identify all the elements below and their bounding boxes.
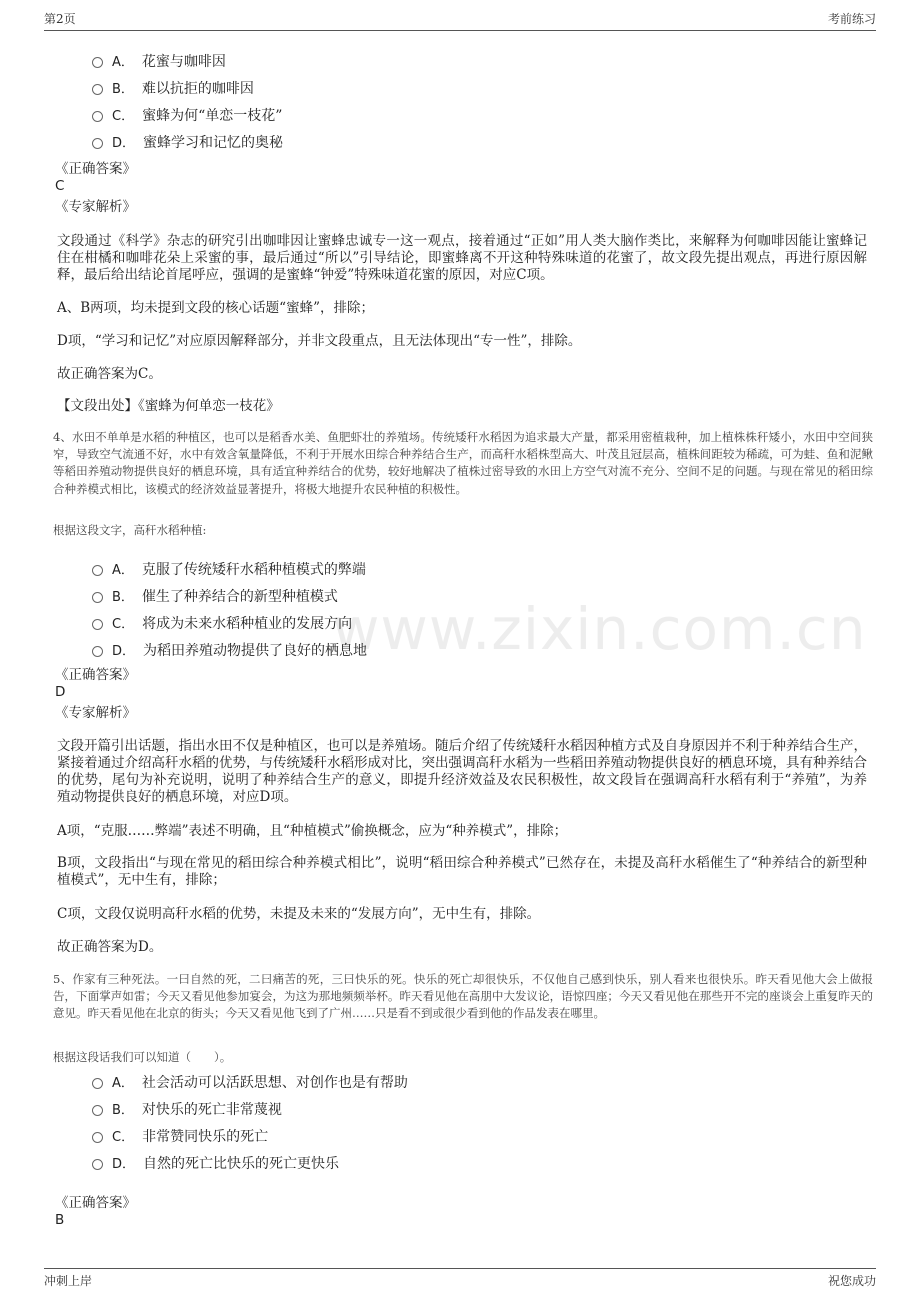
q5-stem: 根据这段话我们可以知道（ ）。 — [53, 1050, 232, 1064]
radio-icon[interactable] — [92, 592, 103, 603]
option-text: 催生了种养结合的新型种植模式 — [141, 588, 338, 605]
q3-options — [92, 47, 283, 155]
q4-analysis-paragraph: 故正确答案为D。 — [57, 939, 163, 955]
option-letter: B． — [112, 590, 134, 605]
q3-option-d[interactable] — [92, 128, 283, 155]
q4-answer-heading: 《正确答案》 — [55, 667, 136, 683]
q4-option-a[interactable] — [92, 555, 367, 582]
q4-analysis-paragraph: C项，文段仅说明高秆水稻的优势，未提及未来的“发展方向”，无中生有，排除。 — [57, 906, 541, 922]
q3-answer-heading: 《正确答案》 — [55, 161, 136, 177]
q5-option-a[interactable] — [92, 1068, 408, 1095]
q4-analysis-paragraph: 文段开篇引出话题，指出水田不仅是种植区，也可以是养殖场。随后介绍了传统矮秆水稻因种植方式及自身原因并不利于种养结合生产，紧接着通过介绍高秆水稻的优势，与传统矮秆水稻形成对比，突出强调高秆水稻为一些稻田养殖动物提供良好的栖息环境，具有种养结合的优势，尾句为补充说明，说明了种养结合生产的意义，即提升经济效益及农民积极性，故文段旨在强调高秆水稻有利于“养殖”，为养殖动物提供良好的栖息环境，对应D项。 — [57, 738, 867, 805]
q5-option-c[interactable] — [92, 1122, 408, 1149]
option-letter: C． — [112, 617, 135, 632]
q3-analysis-paragraph: 文段通过《科学》杂志的研究引出咖啡因让蜜蜂忠诚专一这一观点，接着通过“正如”用人类大脑作类比，来解释为何咖啡因能让蜜蜂记住在柑橘和咖啡花朵上采蜜的事，最后通过“所以”引导结论，即蜜蜂离不开这种特殊味道的花蜜了，故文段先提出观点，再进行原因解释，最后给出结论首尾呼应，强调的是蜜蜂“钟爱”特殊味道花蜜的原因，对应C项。 — [57, 233, 867, 283]
option-text: 将成为未来水稻种植业的发展方向 — [142, 615, 353, 632]
page-number: 第2页 — [44, 12, 76, 26]
option-text: 克服了传统矮秆水稻种植模式的弊端 — [141, 561, 366, 578]
option-text: 蜜蜂为何“单恋一枝花” — [142, 107, 283, 124]
q4-analysis-paragraph: B项，文段指出“与现在常见的稻田综合种养模式相比”，说明“稻田综合种养模式”已然存在，未提及高秆水稻催生了“种养结合的新型种植模式”，无中生有，排除； — [57, 855, 867, 888]
option-letter: D． — [112, 136, 136, 151]
q3-analysis-paragraph: D项，“学习和记忆”对应原因解释部分，并非文段重点，且无法体现出“专一性”，排除。 — [57, 333, 582, 349]
q5-passage: 5、作家有三种死法。一曰自然的死，二曰痛苦的死，三曰快乐的死。快乐的死亡却很快乐，不仅他自己感到快乐，别人看来也很快乐。昨天看见他大会上做报告，下面掌声如雷；今天又看见他参加宴会，为这为那地频频举杯。昨天看见他在高朋中大发议论，语惊四座；今天又看见他在那些开不完的座谈会上重复昨天的意见。昨天看见他在北京的街头；今天又看见他飞到了广州……只是看不到或很少看到他的作品发表在哪里。 — [53, 972, 873, 1021]
radio-icon[interactable] — [92, 138, 103, 149]
q4-stem: 根据这段文字，高秆水稻种植: — [53, 523, 207, 537]
option-text: 对快乐的死亡非常蔑视 — [141, 1101, 282, 1118]
watermark: www.zixin.com.cn — [332, 595, 867, 663]
option-letter: B． — [112, 1103, 134, 1118]
footer-left-text: 冲刺上岸 — [44, 1274, 93, 1288]
option-letter: C． — [112, 109, 135, 124]
footer-right-text: 祝您成功 — [827, 1274, 876, 1288]
option-text: 自然的死亡比快乐的死亡更快乐 — [143, 1155, 340, 1172]
option-letter: A． — [112, 1076, 134, 1091]
header-title: 考前练习 — [827, 12, 876, 26]
radio-icon[interactable] — [92, 1132, 103, 1143]
option-text: 难以抗拒的咖啡因 — [141, 80, 254, 97]
q3-source: 【文段出处】《蜜蜂为何单恋一枝花》 — [57, 398, 280, 414]
option-text: 为稻田养殖动物提供了良好的栖息地 — [143, 642, 368, 659]
q3-analysis-paragraph: A、B两项，均未提到文段的核心话题“蜜蜂”，排除； — [57, 300, 374, 316]
page-header — [44, 10, 876, 31]
option-letter: D． — [112, 1157, 136, 1172]
q3-analysis-heading: 《专家解析》 — [55, 199, 136, 215]
q5-answer-heading: 《正确答案》 — [55, 1195, 136, 1211]
q4-option-c[interactable] — [92, 609, 367, 636]
q5-answer: B — [55, 1212, 65, 1228]
q5-option-d[interactable] — [92, 1149, 408, 1176]
option-letter: C． — [112, 1130, 135, 1145]
radio-icon[interactable] — [92, 1159, 103, 1170]
radio-icon[interactable] — [92, 57, 103, 68]
radio-icon[interactable] — [92, 1105, 103, 1116]
q3-option-a[interactable] — [92, 47, 283, 74]
q4-analysis-paragraph: A项，“克服……弊端”表述不明确，且“种植模式”偷换概念，应为“种养模式”，排除； — [57, 823, 568, 839]
radio-icon[interactable] — [92, 646, 103, 657]
q3-option-b[interactable] — [92, 74, 283, 101]
q4-passage: 4、水田不单单是水稻的种植区，也可以是稻香水美、鱼肥虾壮的养殖场。传统矮秆水稻因为追求最大产量，都采用密植栽种，加上植株株秆矮小，水田中空间狭窄，导致空气流通不好，水中有效含氧量降低，不利于开展水田综合种养结合生产，而高秆水稻株型高大、叶茂且冠层高，植株间距较为稀疏，可为蛙、鱼和泥鳅等稻田养殖动物提供良好的栖息环境，具有适宜种养结合的优势，较好地解决了植株过密导致的水田上方空气对流不充分、空间不足的问题。与现在常见的稻田综合种养模式相比，该模式的经济效益显著提升，将极大地提升农民种植的积极性。 — [53, 430, 873, 496]
q3-option-c[interactable] — [92, 101, 283, 128]
radio-icon[interactable] — [92, 1078, 103, 1089]
q4-option-d[interactable] — [92, 636, 367, 663]
option-text: 非常赞同快乐的死亡 — [142, 1128, 269, 1145]
page-footer — [44, 1268, 876, 1292]
option-text: 社会活动可以活跃思想、对创作也是有帮助 — [141, 1074, 408, 1091]
q4-analysis-heading: 《专家解析》 — [55, 705, 136, 721]
q4-option-b[interactable] — [92, 582, 367, 609]
option-letter: A． — [112, 563, 134, 578]
option-letter: B． — [112, 82, 134, 97]
q3-answer: C — [55, 178, 65, 194]
option-letter: A． — [112, 55, 134, 70]
q4-answer: D — [55, 684, 66, 700]
q4-options — [92, 555, 367, 663]
option-text: 蜜蜂学习和记忆的奥秘 — [143, 134, 284, 151]
q3-analysis-paragraph: 故正确答案为C。 — [57, 366, 162, 382]
option-letter: D． — [112, 644, 136, 659]
radio-icon[interactable] — [92, 84, 103, 95]
radio-icon[interactable] — [92, 565, 103, 576]
radio-icon[interactable] — [92, 111, 103, 122]
q5-option-b[interactable] — [92, 1095, 408, 1122]
radio-icon[interactable] — [92, 619, 103, 630]
q5-options — [92, 1068, 408, 1176]
option-text: 花蜜与咖啡因 — [141, 53, 226, 70]
